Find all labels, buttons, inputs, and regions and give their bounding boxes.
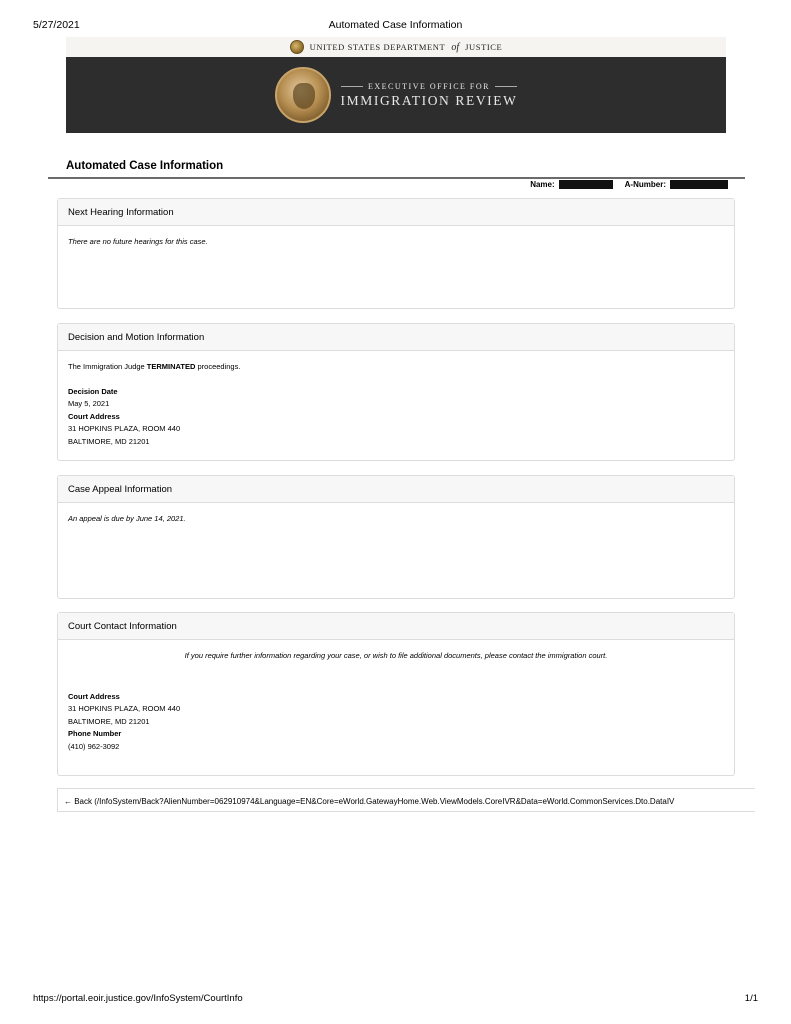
decision-outcome: TERMINATED [146, 362, 196, 371]
banner-line1: EXECUTIVE OFFICE FOR [341, 82, 517, 91]
footer-url: https://portal.eoir.justice.gov/InfoSystem/CourtInfo [33, 993, 243, 1004]
print-date: 5/27/2021 [33, 19, 80, 31]
panel-title: Next Hearing Information [58, 199, 734, 226]
court-address-line1: 31 HOPKINS PLAZA, ROOM 440 [68, 424, 181, 433]
doj-name-of: of [451, 41, 460, 53]
footer-page-number: 1/1 [744, 993, 758, 1004]
decision-panel [57, 323, 735, 461]
court-address-label: Court Address [68, 411, 120, 421]
next-hearing-message: There are no future hearings for this case. [68, 237, 208, 246]
decision-statement: The Immigration Judge TERMINATED proceedings. [68, 362, 241, 371]
phone-label: Phone Number [68, 729, 122, 738]
a-number-label: A-Number: [624, 180, 666, 189]
next-hearing-panel [57, 198, 735, 309]
court-address-line2: BALTIMORE, MD 21201 [68, 716, 150, 726]
court-address-line1: 31 HOPKINS PLAZA, ROOM 440 [68, 704, 181, 713]
phone-number[interactable]: (410) 962-3092 [68, 741, 120, 751]
panel-title: Court Contact Information [58, 613, 734, 640]
eoir-seal-icon [275, 67, 331, 123]
heading-divider [48, 177, 745, 179]
eoir-banner[interactable] [66, 57, 726, 133]
panel-title: Decision and Motion Information [58, 324, 734, 351]
print-title: Automated Case Information [328, 19, 463, 31]
banner-title [341, 82, 518, 109]
panel-title: Case Appeal Information [58, 476, 734, 503]
doj-seal-icon [290, 40, 304, 54]
decision-date-value: May 5, 2021 [68, 399, 110, 408]
appeal-message: An appeal is due by June 14, 2021. [68, 514, 186, 523]
name-redacted [559, 180, 613, 189]
court-contact-panel [57, 612, 735, 776]
page-title: Automated Case Information [66, 160, 224, 172]
print-header [33, 19, 758, 33]
appeal-panel [57, 475, 735, 599]
back-link[interactable]: ← Back (/InfoSystem/Back?AlienNumber=062910974&Language=EN&Core=eWorld.GatewayHome.Web.ViewModels.CoreIVR&Data=eWorld.CommonServices.Dto.DataIV [57, 788, 755, 812]
case-identity-line [530, 180, 728, 189]
doj-name-right: JUSTICE [465, 42, 503, 52]
contact-message: If you require further information regarding your case, or wish to file additional documents, please contact the immigration court. [184, 651, 608, 660]
doj-name-left: UNITED STATES DEPARTMENT [309, 42, 446, 52]
a-number-redacted [670, 180, 728, 189]
name-label: Name: [530, 180, 555, 189]
court-address-label: Court Address [68, 691, 120, 701]
doj-header-strip [66, 37, 726, 57]
banner-line2: IMMIGRATION REVIEW [340, 92, 518, 108]
court-address-line2: BALTIMORE, MD 21201 [68, 436, 150, 446]
decision-date-label: Decision Date [68, 386, 118, 396]
